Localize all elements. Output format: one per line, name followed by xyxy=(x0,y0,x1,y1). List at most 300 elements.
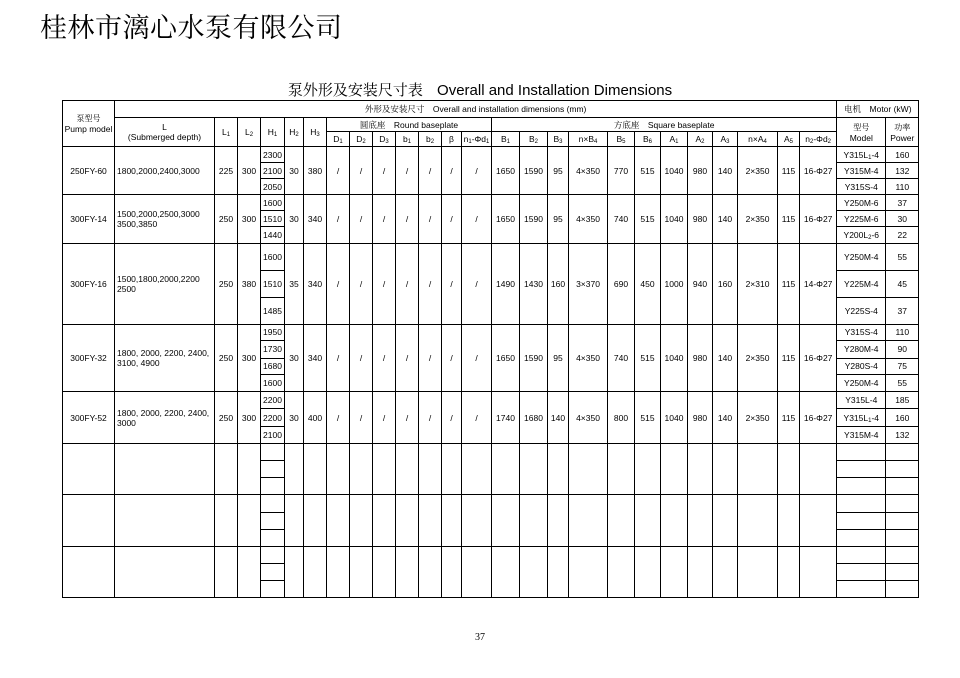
col-beta: β xyxy=(442,132,462,147)
col-A2: $A_2$ xyxy=(688,132,713,147)
empty-cell xyxy=(520,546,548,597)
col-A3: $A_3$ xyxy=(713,132,738,147)
round-baseplate-cell: / xyxy=(396,392,419,444)
empty-cell xyxy=(837,512,886,529)
empty-cell xyxy=(837,529,886,546)
square-baseplate-cell: 770 xyxy=(608,147,635,195)
empty-cell xyxy=(261,529,285,546)
H1-cell: 1600 xyxy=(261,243,285,270)
motor-model-cell: Y315S-4 xyxy=(837,179,886,195)
motor-model-cell: Y225M-4 xyxy=(837,270,886,297)
col-B1: $B_1$ xyxy=(492,132,520,147)
empty-cell xyxy=(115,546,215,597)
H3-cell: 380 xyxy=(304,147,327,195)
empty-cell xyxy=(800,444,837,495)
empty-cell xyxy=(350,444,373,495)
motor-power-cell: 110 xyxy=(886,179,919,195)
square-baseplate-cell: 1680 xyxy=(520,392,548,444)
empty-cell xyxy=(886,512,919,529)
square-baseplate-cell: 3×370 xyxy=(569,243,608,324)
title-en: Overall and Installation Dimensions xyxy=(437,82,673,99)
empty-cell xyxy=(261,512,285,529)
round-baseplate-cell: / xyxy=(350,392,373,444)
square-baseplate-cell: 4×350 xyxy=(569,195,608,243)
dims-group-header: 外形及安装尺寸 Overall and installation dimensions (mm) xyxy=(115,101,837,118)
empty-cell xyxy=(327,495,350,546)
empty-cell xyxy=(569,444,608,495)
square-baseplate-cell: 515 xyxy=(635,147,661,195)
empty-cell xyxy=(837,495,886,512)
square-baseplate-cell: 140 xyxy=(713,147,738,195)
H1-cell: 1510 xyxy=(261,270,285,297)
empty-cell xyxy=(304,546,327,597)
square-baseplate-cell: 2×350 xyxy=(738,147,778,195)
empty-cell xyxy=(886,529,919,546)
H1-cell: 1950 xyxy=(261,324,285,340)
empty-cell xyxy=(442,495,462,546)
empty-cell xyxy=(373,495,396,546)
motor-power-cell: 45 xyxy=(886,270,919,297)
empty-cell xyxy=(419,444,442,495)
round-baseplate-cell: / xyxy=(327,243,350,324)
empty-cell xyxy=(261,563,285,580)
col-nB4: $n\times B_4$ xyxy=(569,132,608,147)
square-baseplate-cell: 4×350 xyxy=(569,392,608,444)
motor-power-cell: 110 xyxy=(886,324,919,340)
square-baseplate-cell: 1590 xyxy=(520,195,548,243)
square-baseplate-cell: 1590 xyxy=(520,324,548,391)
square-baseplate-cell: 160 xyxy=(713,243,738,324)
round-baseplate-cell: / xyxy=(419,392,442,444)
square-baseplate-cell: 16-Φ27 xyxy=(800,195,837,243)
square-baseplate-cell: 16-Φ27 xyxy=(800,324,837,391)
submerged-depth-cell: 1800,2000,2400,3000 xyxy=(115,147,215,195)
empty-cell xyxy=(548,444,569,495)
H2-cell: 30 xyxy=(285,195,304,243)
H2-cell: 30 xyxy=(285,147,304,195)
empty-cell xyxy=(115,444,215,495)
square-baseplate-cell: 2×350 xyxy=(738,324,778,391)
page-title xyxy=(0,79,960,100)
empty-cell xyxy=(304,495,327,546)
H3-cell: 340 xyxy=(304,195,327,243)
header-row-1 xyxy=(63,101,919,118)
empty-cell xyxy=(492,546,520,597)
square-baseplate-cell: 740 xyxy=(608,195,635,243)
square-baseplate-cell: 160 xyxy=(548,243,569,324)
empty-cell xyxy=(285,444,304,495)
motor-model-cell: Y315M-4 xyxy=(837,427,886,444)
H1-cell: 1510 xyxy=(261,211,285,227)
empty-cell xyxy=(800,546,837,597)
empty-row xyxy=(63,444,919,461)
col-b1: $b_1$ xyxy=(396,132,419,147)
square-baseplate-cell: 940 xyxy=(688,243,713,324)
H1-cell: 2100 xyxy=(261,163,285,179)
square-baseplate-cell: 16-Φ27 xyxy=(800,147,837,195)
empty-cell xyxy=(115,495,215,546)
motor-power-header: 功率 Power xyxy=(886,118,919,147)
motor-power-cell: 160 xyxy=(886,147,919,163)
square-baseplate-cell: 95 xyxy=(548,195,569,243)
table-row xyxy=(63,147,919,163)
empty-cell xyxy=(520,444,548,495)
square-baseplate-cell: 1590 xyxy=(520,147,548,195)
H1-cell: 1730 xyxy=(261,340,285,358)
motor-model-cell: $Y315L_1-4$ xyxy=(837,409,886,427)
motor-model-cell: Y225S-4 xyxy=(837,297,886,324)
empty-cell xyxy=(635,444,661,495)
empty-cell xyxy=(635,495,661,546)
round-baseplate-cell: / xyxy=(396,195,419,243)
empty-cell xyxy=(304,444,327,495)
square-baseplate-cell: 115 xyxy=(778,392,800,444)
motor-power-cell: 37 xyxy=(886,195,919,211)
square-baseplate-cell: 95 xyxy=(548,147,569,195)
square-baseplate-cell: 115 xyxy=(778,324,800,391)
empty-cell xyxy=(442,546,462,597)
empty-row xyxy=(63,546,919,563)
empty-cell xyxy=(285,546,304,597)
square-baseplate-cell: 140 xyxy=(548,392,569,444)
pump-model-cell: 300FY-32 xyxy=(63,324,115,391)
empty-cell xyxy=(396,444,419,495)
col-L2: $L_2$ xyxy=(238,118,261,147)
empty-cell xyxy=(350,495,373,546)
square-baseplate-cell: 690 xyxy=(608,243,635,324)
empty-cell xyxy=(738,546,778,597)
square-baseplate-cell: 2×310 xyxy=(738,243,778,324)
col-D2: $D_2$ xyxy=(350,132,373,147)
motor-power-cell: 37 xyxy=(886,297,919,324)
empty-cell xyxy=(261,495,285,512)
L2-cell: 300 xyxy=(238,392,261,444)
L-header: L (Submerged depth) xyxy=(115,118,215,147)
empty-cell xyxy=(886,546,919,563)
round-baseplate-cell: / xyxy=(442,195,462,243)
empty-cell xyxy=(396,495,419,546)
title-zh: 泵外形及安装尺寸表 xyxy=(287,81,423,99)
col-B2: $B_2$ xyxy=(520,132,548,147)
col-H2: $H_2$ xyxy=(285,118,304,147)
square-baseplate-cell: 1650 xyxy=(492,195,520,243)
motor-power-cell: 75 xyxy=(886,358,919,374)
empty-cell xyxy=(462,495,492,546)
empty-cell xyxy=(837,461,886,478)
round-baseplate-cell: / xyxy=(350,324,373,391)
round-baseplate-cell: / xyxy=(462,392,492,444)
empty-cell xyxy=(688,495,713,546)
table-row xyxy=(63,324,919,340)
round-baseplate-cell: / xyxy=(373,392,396,444)
square-baseplate-cell: 1490 xyxy=(492,243,520,324)
square-baseplate-cell: 1650 xyxy=(492,324,520,391)
empty-cell xyxy=(661,495,688,546)
round-baseplate-cell: / xyxy=(373,147,396,195)
empty-cell xyxy=(837,546,886,563)
round-baseplate-cell: / xyxy=(396,147,419,195)
square-baseplate-cell: 2×350 xyxy=(738,195,778,243)
empty-cell xyxy=(837,563,886,580)
col-L1: $L_1$ xyxy=(215,118,238,147)
empty-cell xyxy=(261,444,285,461)
submerged-depth-cell: 1500,2000,2500,3000 3500,3850 xyxy=(115,195,215,243)
H1-cell: 2050 xyxy=(261,179,285,195)
motor-power-cell: 132 xyxy=(886,163,919,179)
empty-cell xyxy=(215,546,238,597)
motor-model-cell: Y280S-4 xyxy=(837,358,886,374)
L1-cell: 225 xyxy=(215,147,238,195)
empty-cell xyxy=(261,461,285,478)
round-baseplate-cell: / xyxy=(442,392,462,444)
round-baseplate-cell: / xyxy=(462,243,492,324)
motor-power-cell: 160 xyxy=(886,409,919,427)
empty-cell xyxy=(261,580,285,597)
table-row xyxy=(63,392,919,409)
motor-model-cell: Y250M-4 xyxy=(837,243,886,270)
empty-cell xyxy=(238,546,261,597)
H2-cell: 35 xyxy=(285,243,304,324)
table-row xyxy=(63,195,919,211)
round-baseplate-cell: / xyxy=(373,243,396,324)
submerged-depth-cell: 1500,1800,2000,2200 2500 xyxy=(115,243,215,324)
H2-cell: 30 xyxy=(285,392,304,444)
round-baseplate-cell: / xyxy=(373,195,396,243)
empty-cell xyxy=(608,495,635,546)
motor-power-cell: 55 xyxy=(886,243,919,270)
empty-cell xyxy=(713,546,738,597)
empty-cell xyxy=(837,478,886,495)
square-baseplate-cell: 2×350 xyxy=(738,392,778,444)
H1-cell: 1680 xyxy=(261,358,285,374)
empty-cell xyxy=(886,495,919,512)
table-body xyxy=(63,101,919,598)
empty-cell xyxy=(661,546,688,597)
dimensions-table xyxy=(62,100,919,598)
round-baseplate-cell: / xyxy=(419,195,442,243)
L2-cell: 380 xyxy=(238,243,261,324)
col-B6: $B_6$ xyxy=(635,132,661,147)
pump-model-cell: 300FY-14 xyxy=(63,195,115,243)
H3-cell: 340 xyxy=(304,243,327,324)
square-baseplate-cell: 980 xyxy=(688,147,713,195)
empty-cell xyxy=(778,495,800,546)
round-baseplate-cell: / xyxy=(462,147,492,195)
page-number: 37 xyxy=(475,632,485,643)
motor-model-cell: Y250M-6 xyxy=(837,195,886,211)
motor-power-cell: 30 xyxy=(886,211,919,227)
H1-cell: 1600 xyxy=(261,375,285,392)
empty-cell xyxy=(327,444,350,495)
H1-cell: 2300 xyxy=(261,147,285,163)
empty-cell xyxy=(520,495,548,546)
L2-cell: 300 xyxy=(238,147,261,195)
pump-model-cell: 250FY-60 xyxy=(63,147,115,195)
empty-row xyxy=(63,495,919,512)
square-baseplate-cell: 980 xyxy=(688,195,713,243)
empty-cell xyxy=(569,495,608,546)
square-baseplate-cell: 515 xyxy=(635,195,661,243)
empty-cell xyxy=(373,546,396,597)
empty-cell xyxy=(886,580,919,597)
col-H1: $H_1$ xyxy=(261,118,285,147)
round-baseplate-cell: / xyxy=(327,392,350,444)
round-baseplate-cell: / xyxy=(442,147,462,195)
empty-cell xyxy=(462,546,492,597)
round-baseplate-cell: / xyxy=(350,195,373,243)
round-baseplate-cell: / xyxy=(327,324,350,391)
pump-model-header: 泵型号 Pump model xyxy=(63,101,115,147)
empty-cell xyxy=(688,546,713,597)
round-baseplate-cell: / xyxy=(419,324,442,391)
col-D3: $D_3$ xyxy=(373,132,396,147)
square-baseplate-cell: 16-Φ27 xyxy=(800,392,837,444)
motor-model-cell: Y315L-4 xyxy=(837,392,886,409)
L1-cell: 250 xyxy=(215,243,238,324)
col-A5: $A_5$ xyxy=(778,132,800,147)
empty-cell xyxy=(886,478,919,495)
empty-cell xyxy=(492,495,520,546)
motor-power-cell: 132 xyxy=(886,427,919,444)
empty-cell xyxy=(738,444,778,495)
empty-cell xyxy=(215,495,238,546)
square-baseplate-cell: 1430 xyxy=(520,243,548,324)
H1-cell: 2200 xyxy=(261,392,285,409)
square-baseplate-cell: 95 xyxy=(548,324,569,391)
square-baseplate-cell: 980 xyxy=(688,324,713,391)
empty-cell xyxy=(886,563,919,580)
motor-model-header: 型号 Model xyxy=(837,118,886,147)
square-baseplate-cell: 450 xyxy=(635,243,661,324)
empty-cell xyxy=(837,444,886,461)
round-baseplate-cell: / xyxy=(327,147,350,195)
empty-cell xyxy=(215,444,238,495)
empty-cell xyxy=(396,546,419,597)
empty-cell xyxy=(462,444,492,495)
H1-cell: 1440 xyxy=(261,227,285,243)
round-baseplate-cell: / xyxy=(462,324,492,391)
square-baseplate-cell: 1040 xyxy=(661,195,688,243)
L2-cell: 300 xyxy=(238,324,261,391)
H1-cell: 2200 xyxy=(261,409,285,427)
round-baseplate-cell: / xyxy=(350,147,373,195)
empty-cell xyxy=(569,546,608,597)
round-baseplate-cell: / xyxy=(396,243,419,324)
empty-cell xyxy=(713,444,738,495)
col-B5: $B_5$ xyxy=(608,132,635,147)
L1-cell: 250 xyxy=(215,392,238,444)
motor-model-cell: Y225M-6 xyxy=(837,211,886,227)
round-baseplate-cell: / xyxy=(350,243,373,324)
square-baseplate-cell: 1040 xyxy=(661,147,688,195)
square-baseplate-cell: 740 xyxy=(608,324,635,391)
square-baseplate-cell: 1740 xyxy=(492,392,520,444)
empty-cell xyxy=(713,495,738,546)
empty-cell xyxy=(661,444,688,495)
company-name: 桂林市漓心水泵有限公司 xyxy=(40,13,343,44)
pump-model-cell: 300FY-52 xyxy=(63,392,115,444)
empty-cell xyxy=(800,495,837,546)
motor-model-cell: Y315S-4 xyxy=(837,324,886,340)
motor-power-cell: 90 xyxy=(886,340,919,358)
table-row xyxy=(63,243,919,270)
H1-cell: 1485 xyxy=(261,297,285,324)
L1-cell: 250 xyxy=(215,324,238,391)
empty-cell xyxy=(285,495,304,546)
empty-cell xyxy=(238,444,261,495)
square-baseplate-cell: 515 xyxy=(635,324,661,391)
motor-group-header: 电机 Motor (kW) xyxy=(837,101,919,118)
L1-cell: 250 xyxy=(215,195,238,243)
col-H3: $H_3$ xyxy=(304,118,327,147)
square-baseplate-cell: 1040 xyxy=(661,392,688,444)
L2-cell: 300 xyxy=(238,195,261,243)
col-A1: $A_1$ xyxy=(661,132,688,147)
square-baseplate-cell: 115 xyxy=(778,147,800,195)
empty-cell xyxy=(350,546,373,597)
empty-cell xyxy=(63,495,115,546)
round-baseplate-cell: / xyxy=(373,324,396,391)
square-baseplate-cell: 140 xyxy=(713,392,738,444)
col-nA4: $n\times A_4$ xyxy=(738,132,778,147)
motor-model-cell: Y250M-4 xyxy=(837,375,886,392)
motor-model-cell: Y315M-4 xyxy=(837,163,886,179)
round-baseplate-cell: / xyxy=(419,147,442,195)
empty-cell xyxy=(635,546,661,597)
motor-power-cell: 22 xyxy=(886,227,919,243)
square-baseplate-cell: 4×350 xyxy=(569,324,608,391)
round-baseplate-cell: / xyxy=(442,324,462,391)
square-baseplate-cell: 140 xyxy=(713,324,738,391)
header-row-2 xyxy=(63,118,919,132)
empty-cell xyxy=(327,546,350,597)
H1-cell: 1600 xyxy=(261,195,285,211)
empty-cell xyxy=(419,495,442,546)
motor-power-cell: 185 xyxy=(886,392,919,409)
square-baseplate-cell: 515 xyxy=(635,392,661,444)
empty-cell xyxy=(778,444,800,495)
empty-cell xyxy=(608,546,635,597)
round-baseplate-cell: / xyxy=(442,243,462,324)
col-n1-d1: $n_1-\Phi d_1$ xyxy=(462,132,492,147)
square-baseplate-cell: 1000 xyxy=(661,243,688,324)
motor-model-cell: Y280M-4 xyxy=(837,340,886,358)
empty-cell xyxy=(548,495,569,546)
submerged-depth-cell: 1800, 2000, 2200, 2400, 3100, 4900 xyxy=(115,324,215,391)
empty-cell xyxy=(738,495,778,546)
col-B3: $B_3$ xyxy=(548,132,569,147)
col-n2-d2: $n_2-\Phi d_2$ xyxy=(800,132,837,147)
col-D1: $D_1$ xyxy=(327,132,350,147)
empty-cell xyxy=(688,444,713,495)
empty-cell xyxy=(373,444,396,495)
motor-power-cell: 55 xyxy=(886,375,919,392)
square-baseplate-cell: 1650 xyxy=(492,147,520,195)
motor-model-cell: $Y315L_1-4$ xyxy=(837,147,886,163)
square-baseplate-cell: 115 xyxy=(778,243,800,324)
empty-cell xyxy=(778,546,800,597)
H3-cell: 400 xyxy=(304,392,327,444)
empty-cell xyxy=(837,580,886,597)
empty-cell xyxy=(548,546,569,597)
round-baseplate-cell: / xyxy=(462,195,492,243)
empty-cell xyxy=(419,546,442,597)
round-baseplate-cell: / xyxy=(327,195,350,243)
empty-cell xyxy=(442,444,462,495)
square-baseplate-cell: 115 xyxy=(778,195,800,243)
round-baseplate-cell: / xyxy=(396,324,419,391)
motor-model-cell: $Y200L_2-6$ xyxy=(837,227,886,243)
